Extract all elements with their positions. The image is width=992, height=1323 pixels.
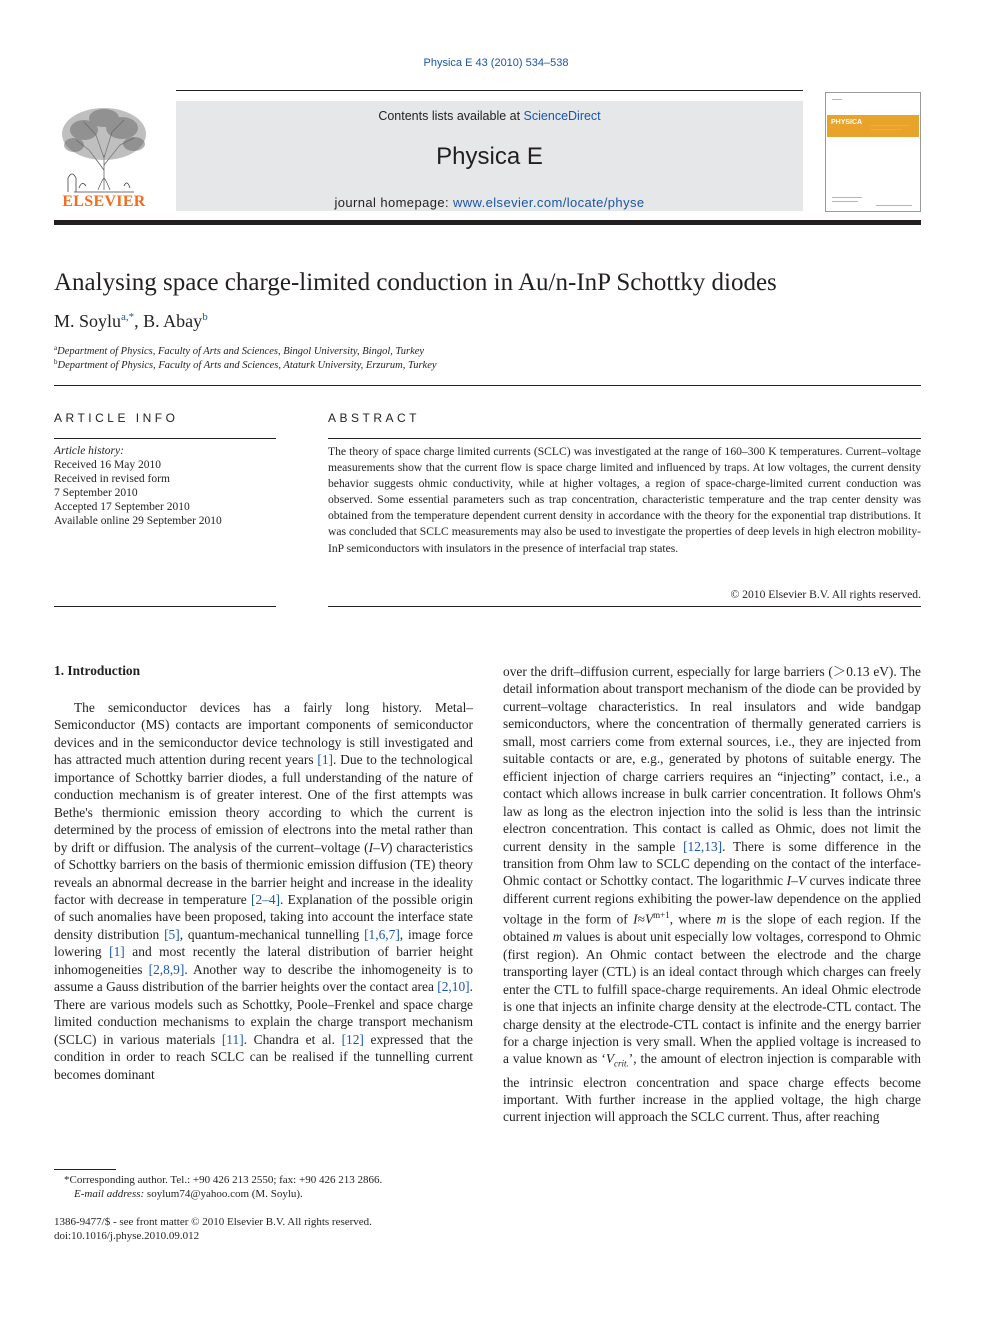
body-text: over the drift–diffusion current, especially for large barriers (＞0.13 eV). The detail information about transport mechanism of the diode can be provided by current–voltage characteristics. In real insulators and wide bandgap semiconductors, where the concentration of thermally generated carriers is small, most carriers come from external sources, i.e., they are injected from suitable contacts or are, e.g., generated by photons of suitable energy. The efficient injection of charge carriers requires an “injecting” contact, i.e., a contact which allows increase in bulk carrier concentration. It follows Ohm's law as long as the electron injection into the solid is less than the intrinsic electron concentration. This contact is called as Ohmic, does not limit the current density in the sample bbox=[503, 664, 921, 854]
history-entry: Received 16 May 2010 bbox=[54, 459, 161, 472]
cover-decoration bbox=[876, 205, 912, 206]
body-text: . Another way to describe the inhomogeneity is to assume a Gauss distribution of the barrier heights over the contact area bbox=[54, 961, 473, 995]
history-entry: 7 September 2010 bbox=[54, 487, 138, 500]
body-text: . There is some difference in the transition from Ohm law to SCLC depending on the contact of the interface-Ohmic contact or Schottky contact. The logarithmic bbox=[503, 838, 921, 889]
body-right-column bbox=[503, 663, 921, 1126]
footnote-text: Corresponding author. Tel.: +90 426 213 2550; fax: +90 426 213 2866. bbox=[69, 1174, 383, 1186]
affiliation bbox=[54, 344, 424, 357]
equation-symbol: ≈ bbox=[637, 911, 645, 927]
symbol-iv: I–V bbox=[786, 873, 806, 889]
reference-link[interactable]: [12] bbox=[341, 1031, 364, 1047]
abstract-text: The theory of space charge limited currents (SCLC) was investigated at the range of 160–300 K temperatures. Current–voltage measurements show that the current flow is space charge limited and influenced by traps. At low voltages, the current density behavior suggests ohmic conductivity, while at higher voltages, a region of space-charge-limited current conduction was observed. Some essential parameters such as trap concentration, characteristic temperature and the trap center density was obtained from the temperature dependent current density in accordance with the theory for the exponential trap distributions. It was concluded that SCLC measurements may also be used to investigate the properties of deep levels in high electron mobility-InP semiconductors with insulators in the presence of interfacial trap states. bbox=[328, 445, 921, 555]
symbol-iv: I–V bbox=[368, 839, 388, 855]
reference-link[interactable]: [1] bbox=[109, 944, 125, 960]
author-list bbox=[54, 311, 208, 332]
section-heading-introduction: 1. Introduction bbox=[54, 663, 141, 678]
affiliation-mark: a bbox=[54, 344, 58, 352]
email-address[interactable]: soylum74@yahoo.com (M. Soylu). bbox=[144, 1188, 303, 1200]
homepage-line bbox=[176, 195, 803, 210]
section-rule bbox=[54, 385, 921, 386]
reference-link[interactable]: [1,6,7] bbox=[364, 926, 400, 942]
symbol-m: m bbox=[716, 911, 727, 927]
section-rule bbox=[54, 606, 276, 607]
body-text: . There are various models such as Schottky, Poole–Frenkel and space charge limited conduction mechanisms to explain the charge transport mechanism (SCLC) in various materials bbox=[54, 979, 473, 1047]
journal-citation[interactable]: Physica E 43 (2010) 534–538 bbox=[423, 57, 569, 69]
author-affiliation-mark[interactable]: b bbox=[202, 311, 208, 323]
header-rule bbox=[176, 90, 803, 91]
reference-link[interactable]: [12,13] bbox=[683, 838, 723, 854]
email-footnote bbox=[74, 1188, 303, 1200]
author-affiliation-mark[interactable]: a,* bbox=[121, 311, 135, 323]
elsevier-wordmark[interactable]: ELSEVIER bbox=[62, 193, 146, 210]
contents-prefix: Contents lists available at bbox=[378, 109, 524, 123]
affiliation-text: Department of Physics, Faculty of Arts and Sciences, Ataturk University, Erzurum, Turkey bbox=[57, 360, 437, 371]
reference-link[interactable]: [2,10] bbox=[437, 979, 470, 995]
corresponding-author-footnote bbox=[64, 1174, 382, 1186]
cover-decoration bbox=[870, 129, 902, 130]
history-heading: Article history: bbox=[54, 445, 124, 457]
abstract-heading: ABSTRACT bbox=[328, 411, 421, 425]
reference-link[interactable]: [2–4] bbox=[251, 891, 281, 907]
symbol-m: m bbox=[552, 929, 563, 945]
equation-exponent: m+1 bbox=[653, 910, 670, 921]
sciencedirect-link[interactable]: ScienceDirect bbox=[523, 109, 601, 123]
cover-decoration bbox=[832, 99, 842, 100]
cover-band bbox=[827, 115, 919, 137]
cover-decoration bbox=[832, 201, 858, 202]
reference-link[interactable]: [1] bbox=[317, 752, 334, 768]
cover-decoration bbox=[870, 125, 910, 126]
footnote-mark: * bbox=[64, 1174, 70, 1186]
author-name[interactable]: M. Soylu bbox=[54, 311, 122, 331]
history-entry: Available online 29 September 2010 bbox=[54, 515, 222, 528]
cover-decoration bbox=[832, 197, 862, 198]
body-text: , image force lowering bbox=[54, 926, 473, 960]
affiliation-mark: b bbox=[54, 358, 58, 366]
history-entry: Accepted 17 September 2010 bbox=[54, 501, 190, 514]
symbol-vcrit-subscript: crit. bbox=[614, 1059, 629, 1070]
journal-name: Physica E bbox=[436, 143, 543, 170]
journal-homepage-link[interactable]: www.elsevier.com/locate/physe bbox=[452, 195, 645, 210]
body-text: expressed that the condition in order to reach SCLC can be realised if the tunnelling current becomes dominant bbox=[54, 1031, 473, 1082]
author-name[interactable]: B. Abay bbox=[143, 311, 203, 331]
body-left-column bbox=[54, 699, 473, 1083]
footnote-rule bbox=[54, 1169, 116, 1170]
journal-cover-thumbnail[interactable] bbox=[825, 92, 921, 212]
reference-link[interactable]: [2,8,9] bbox=[148, 961, 185, 977]
body-text: curves indicate three different current regions exhibiting the power-law dependence on the applied voltage in the form of bbox=[503, 873, 922, 927]
body-text: ’, the amount of electron injection is comparable with the intrinsic electron concentration and space charge effects become important. With further increase in the applied voltage, the high charge current injection will approach the SCLC current. Thus, after reaching bbox=[503, 1051, 921, 1125]
article-info-heading: ARTICLE INFO bbox=[54, 411, 179, 425]
equation-symbol: V bbox=[644, 911, 654, 927]
body-text: and most recently the lateral distribution of barrier height inhomogeneities bbox=[54, 944, 473, 977]
affiliation-text: Department of Physics, Faculty of Arts and Sciences, Bingol University, Bingol, Turkey bbox=[57, 346, 425, 357]
contents-line bbox=[176, 109, 803, 123]
section-rule bbox=[54, 438, 276, 439]
affiliation bbox=[54, 358, 437, 371]
homepage-prefix: journal homepage: bbox=[334, 195, 453, 210]
issn-line: 1386-9477/$ - see front matter © 2010 Elsevier B.V. All rights reserved. bbox=[54, 1216, 372, 1228]
body-text: . Chandra et al. bbox=[243, 1031, 342, 1047]
body-text: The semiconductor devices has a fairly long history. Metal–Semiconductor (MS) contacts are important components of semiconductor devices and in the semiconductor device technology is still investigated and has attracted much attention during recent years bbox=[54, 700, 473, 768]
journal-masthead bbox=[176, 101, 803, 211]
body-text: ) characteristics of Schottky barriers on the basis of thermionic emission diffusion (TE) theory reveals an abnormal decrease in the barrier height and increase in the ideality factor with decrease in temperature bbox=[54, 839, 473, 907]
history-entry: Received in revised form bbox=[54, 473, 170, 486]
body-text: . Explanation of the possible origin of such anomalies have been proposed, taking into account the interface state density distribution bbox=[54, 891, 473, 942]
body-text: values is about unit especially low voltages, correspond to Ohmic (first region). An Ohmic contact between the electrode and the charge transporting layer (CTL) is an ideal contact through which charges can freely enter the CTL to fulfill space-charge requirements. An ideal Ohmic electrode is one that injects an infinite charge density at the electrode-CTL contact. The charge density at the electrode-CTL contact is infinite and the energy barrier for a charge injection is very small. When the applied voltage is increased to a value known as ‘ bbox=[503, 929, 921, 1067]
header-thick-rule bbox=[54, 220, 921, 225]
body-text: is the slope of each region. If the obtained bbox=[503, 911, 921, 945]
body-text: . Due to the technological importance of Schottky barrier diodes, a full understanding of the nature of conduction mechanism is of greater interest. One of the first attempts was Bethe's thermionic emission theory according to which the current is determined by the process of emission of electrons into the metal rather than by drift or diffusion. The analysis of the current–voltage ( bbox=[54, 752, 473, 855]
body-text: , where bbox=[669, 911, 717, 927]
body-text: , quantum-mechanical tunnelling bbox=[179, 926, 365, 942]
copyright-notice: © 2010 Elsevier B.V. All rights reserved. bbox=[730, 588, 921, 601]
equation-symbol: I bbox=[633, 911, 638, 927]
doi-line[interactable]: doi:10.1016/j.physe.2010.09.012 bbox=[54, 1230, 200, 1242]
author-separator: , bbox=[134, 311, 144, 331]
symbol-vcrit: V bbox=[605, 1051, 614, 1067]
article-title: Analysing space charge-limited conduction in Au/n-InP Schottky diodes bbox=[54, 269, 777, 296]
reference-link[interactable]: [5] bbox=[164, 926, 180, 942]
article-history bbox=[54, 444, 276, 529]
reference-link[interactable]: [11] bbox=[221, 1031, 244, 1047]
section-rule bbox=[328, 606, 921, 607]
email-label: E-mail address: bbox=[74, 1188, 145, 1200]
cover-label: PHYSICA bbox=[831, 119, 863, 126]
section-rule bbox=[328, 438, 921, 439]
